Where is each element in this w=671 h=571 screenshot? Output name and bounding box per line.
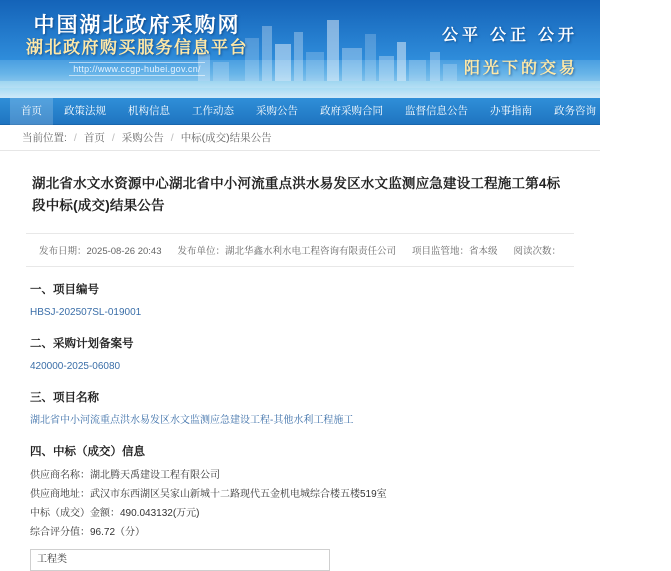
- nav-item-buy-service[interactable]: 购买服务: [618, 104, 660, 117]
- nav-item-consultation[interactable]: 政务咨询: [554, 104, 596, 117]
- nav-item-policy[interactable]: 政策法规: [64, 104, 106, 117]
- nav-item-work-news[interactable]: 工作动态: [192, 104, 234, 117]
- nav-item-supervision[interactable]: 监督信息公告: [405, 104, 468, 117]
- winner-row-bid-amount: [30, 504, 570, 523]
- nav-item-home[interactable]: 首页: [10, 98, 53, 125]
- slogan-line-2: 阳光下的交易: [463, 60, 578, 77]
- section-project-number: [26, 267, 574, 321]
- breadcrumb-item-notice[interactable]: 采购公告: [121, 132, 164, 144]
- site-url: http://www.ccgp-hubei.gov.cn/: [69, 62, 205, 76]
- nav-item-procurement-notice[interactable]: 采购公告: [256, 104, 298, 117]
- breadcrumb-separator-3: /: [170, 131, 174, 144]
- field-label: 供应商名称：: [30, 470, 90, 481]
- winner-row-supplier-address: [30, 485, 570, 504]
- nav-item-gov-contracts[interactable]: 政府采购合同: [320, 104, 383, 117]
- winner-row-supplier-name: [30, 466, 570, 485]
- meta-publish-date: 发布日期：2025-08-26 20:43: [38, 246, 162, 257]
- field-label: 中标（成交）金额：: [30, 508, 120, 519]
- breadcrumb: [0, 125, 600, 151]
- breadcrumb-item-result[interactable]: 中标(成交)结果公告: [180, 132, 272, 144]
- meta-read-count: 阅读次数：: [513, 246, 562, 257]
- site-title-secondary: 湖北政府购买服务信息平台: [26, 38, 248, 57]
- nav-item-org-info[interactable]: 机构信息: [128, 104, 170, 117]
- document-meta-bar: [26, 233, 574, 267]
- section-body: HBSJ-202507SL-019001: [30, 307, 142, 318]
- field-value: 490.043132(万元): [120, 508, 200, 519]
- section-winner-info: [26, 429, 574, 571]
- section-heading: 四、中标（成交）信息: [30, 446, 145, 458]
- site-banner: [0, 0, 600, 98]
- breadcrumb-separator-2: /: [111, 131, 115, 144]
- field-value: 武汉市东西湖区吴家山新城十二路现代五金机电城综合楼五楼519室: [90, 489, 387, 500]
- slogan-line-1: 公平 公正 公开: [441, 27, 578, 44]
- document-content: [0, 151, 600, 571]
- site-logo[interactable]: [26, 13, 248, 77]
- section-plan-record-number: [26, 321, 574, 375]
- section-project-name: [26, 375, 574, 429]
- meta-publisher: 发布单位：湖北华鑫水利水电工程咨询有限责任公司: [177, 246, 396, 257]
- banner-water: [0, 88, 600, 98]
- field-value: 96.72（分）: [90, 527, 146, 538]
- field-value: 湖北腾天禹建设工程有限公司: [90, 470, 220, 481]
- breadcrumb-separator-1: /: [73, 131, 77, 144]
- page-title: 湖北省水文水资源中心湖北省中小河流重点洪水易发区水文监测应急建设工程施工第4标段中标(成交)结果公告: [32, 176, 561, 213]
- section-heading: 一、项目编号: [30, 284, 99, 296]
- section-heading: 三、项目名称: [30, 392, 99, 404]
- field-label: 供应商地址：: [30, 489, 90, 500]
- main-navigation: [0, 98, 660, 125]
- winner-row-score: [30, 523, 570, 542]
- meta-supervision-region: 项目监管地：省本级: [412, 246, 498, 257]
- site-title-primary: 中国湖北政府采购网: [33, 13, 241, 37]
- section-body: 420000-2025-06080: [30, 361, 121, 372]
- breadcrumb-item-home[interactable]: 首页: [83, 132, 105, 144]
- category-textbox[interactable]: 工程类: [30, 549, 330, 571]
- field-label: 综合评分值：: [30, 527, 90, 538]
- nav-item-guide[interactable]: 办事指南: [490, 104, 532, 117]
- breadcrumb-label: 当前位置:: [22, 132, 67, 144]
- banner-slogan: [442, 22, 578, 78]
- section-heading: 二、采购计划备案号: [30, 338, 134, 350]
- section-body: 湖北省中小河流重点洪水易发区水文监测应急建设工程-其他水利工程施工: [30, 415, 354, 426]
